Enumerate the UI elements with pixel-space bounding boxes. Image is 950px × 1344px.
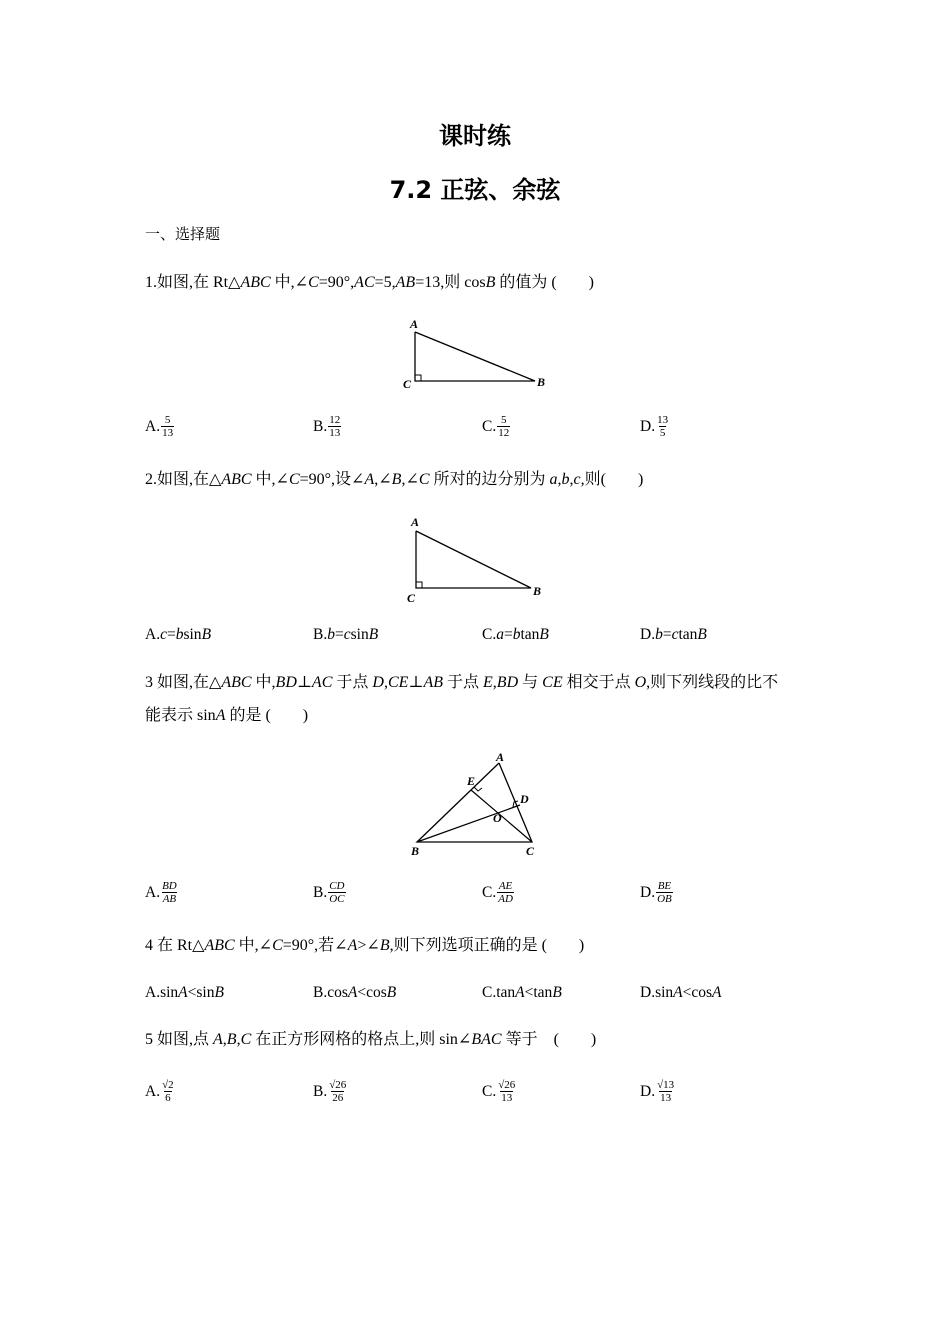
q1-option-a[interactable]: A. $\frac{5}{13}$ [145,414,174,439]
q3-option-b[interactable]: B. $\frac{CD}{OC}$ [313,880,345,905]
question-3-text-line-2: 能表示 sinA 的是 ( ) [145,707,309,724]
q2-option-d[interactable]: D. b = c tan B [640,626,707,643]
q3-option-d[interactable]: D. $\frac{BE}{OB}$ [640,880,672,905]
q1-option-c[interactable]: C. $\frac{5}{12}$ [482,414,510,439]
q2-option-b[interactable]: B. b = c sin B [313,626,379,643]
vertex-label-c: C [403,377,412,391]
q4-option-c[interactable]: C.tan A <tan B [482,984,562,1001]
q5-option-a[interactable]: A. $\frac{√2}{6}$ [145,1079,174,1104]
vertex-label-b: B [411,844,420,858]
vertex-label-b: B [533,584,542,598]
q1-option-b[interactable]: B. $\frac{12}{13}$ [313,414,341,439]
q1-option-d[interactable]: D. $\frac{13}{5}$ [640,414,669,439]
q3-option-c[interactable]: C. $\frac{AE}{AD}$ [482,880,513,905]
question-5-text: 5 如图,点 A,B,C 在正方形网格的格点上,则 sin∠BAC 等于 ( ) [145,1031,597,1048]
q3-option-a[interactable]: A. $\frac{BD}{AB}$ [145,880,177,905]
question-3-text-line-1: 3 如图,在△ABC 中,BD⊥AC 于点 D,CE⊥AB 于点 E,BD 与 CE 相交于点 O,则下列线段的比不 [145,674,779,691]
question-4-text: 4 在 Rt△ABC 中,∠C=90°,若∠A>∠B,则下列选项正确的是 ( ) [145,937,585,954]
question-3-figure [400,745,550,860]
vertex-label-c: C [526,844,535,858]
vertex-label-a: A [411,515,420,529]
point-label-o: O [493,811,502,825]
vertex-label-d: D [520,792,529,806]
page-title: 课时练 [439,122,511,150]
section-heading: 一、选择题 [145,225,221,243]
vertex-label-c: C [407,591,416,605]
q4-option-d[interactable]: D.sin A <cos A [640,984,722,1001]
q5-option-c[interactable]: C. $\frac{√26}{13}$ [482,1079,516,1104]
page-subtitle: 7.2 正弦、余弦 [389,176,561,204]
question-1-text: 1.如图,在 Rt△ABC 中,∠C=90°,AC=5,AB=13,则 cosB 的值为 ( ) [145,274,595,291]
vertex-label-b: B [537,375,546,389]
vertex-label-e: E [467,774,476,788]
q5-option-d[interactable]: D. $\frac{√13}{13}$ [640,1079,675,1104]
q2-option-c[interactable]: C. a = b tan B [482,626,549,643]
vertex-label-a: A [496,750,505,764]
question-2-figure [395,510,555,605]
q4-option-b[interactable]: B.cos A <cos B [313,984,397,1001]
q5-option-b[interactable]: B. $\frac{√26}{26}$ [313,1079,347,1104]
q4-option-a[interactable]: A.sin A <sin B [145,984,224,1001]
vertex-label-a: A [410,317,419,331]
question-2-text: 2.如图,在△ABC 中,∠C=90°,设∠A,∠B,∠C 所对的边分别为 a,b,c,则( ) [145,471,644,488]
q2-option-a[interactable]: A. c = b sin B [145,626,212,643]
question-1-figure [395,312,565,394]
